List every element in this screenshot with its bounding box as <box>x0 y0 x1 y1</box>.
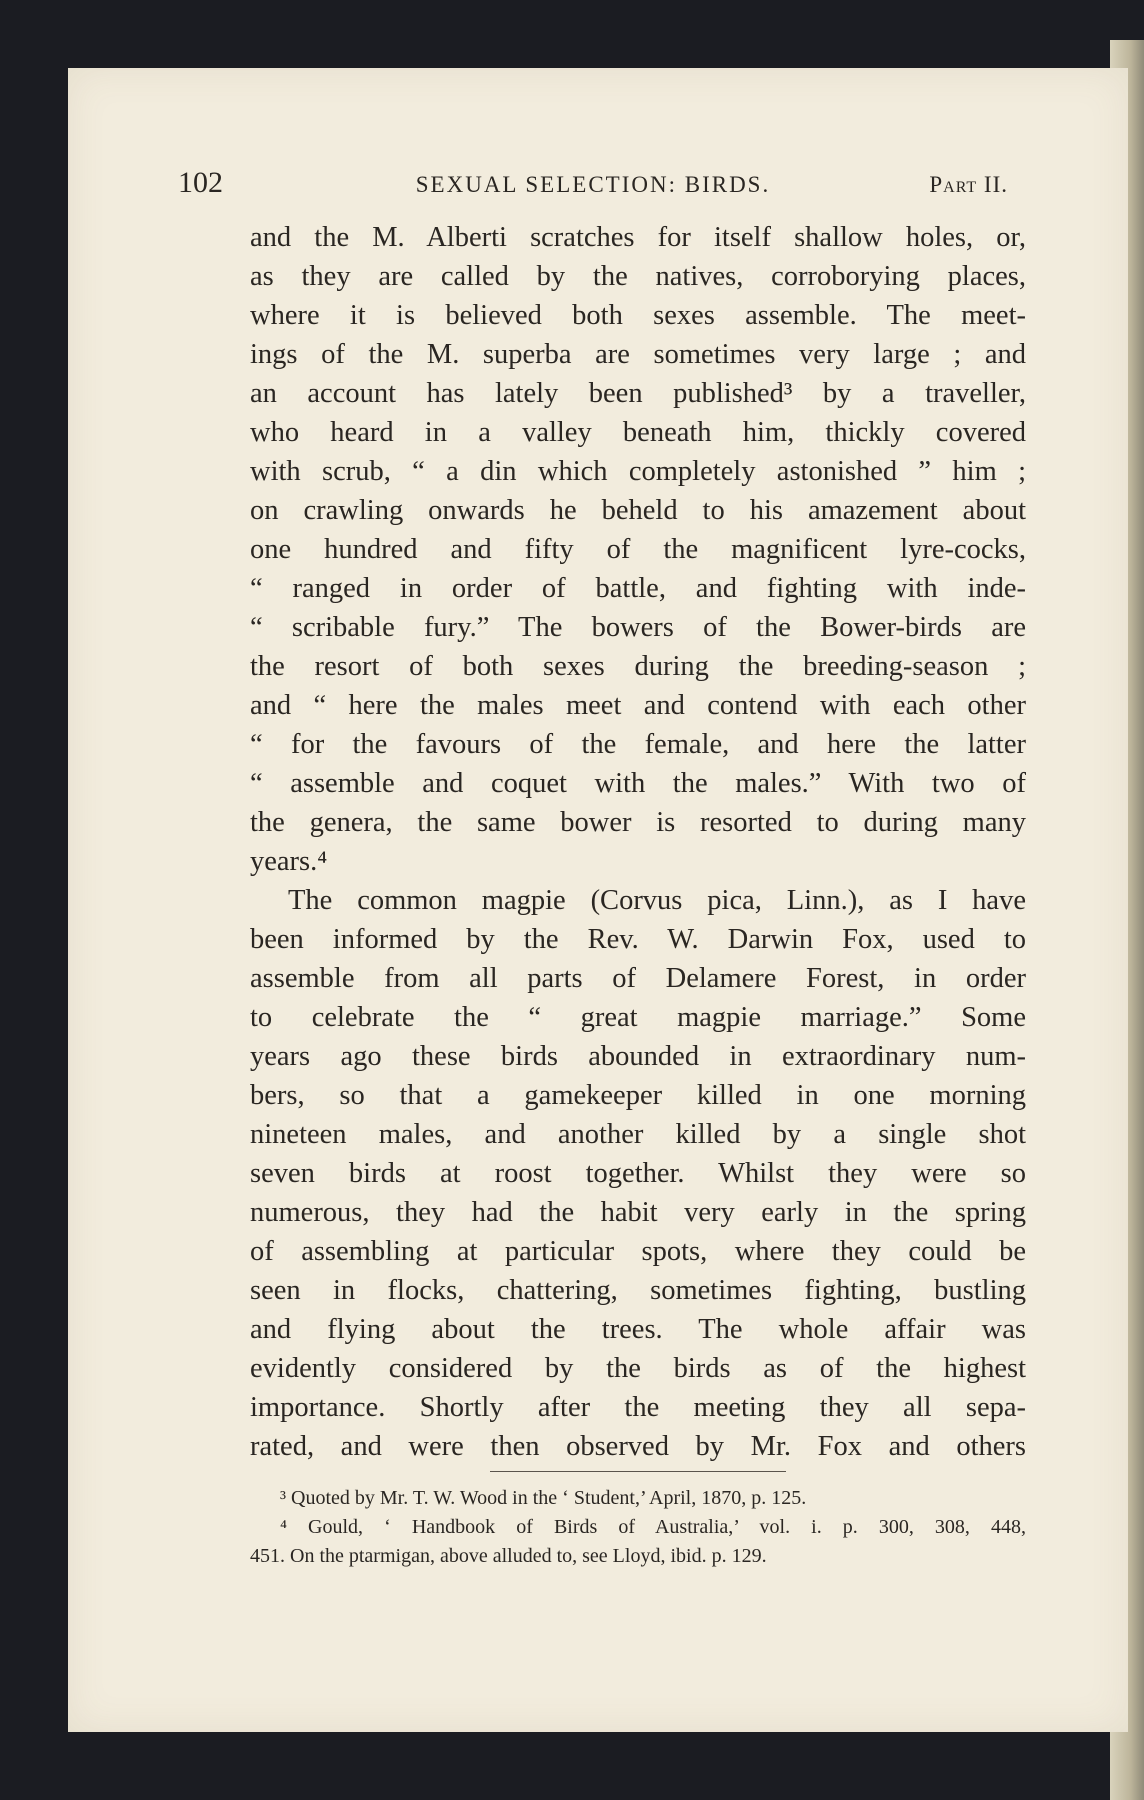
body-line: and the M. Alberti scratches for itself shallow holes, or, <box>250 222 1026 253</box>
body-line: to celebrate the “ great magpie marriage.” Some <box>250 1002 1026 1033</box>
body-line: “ scribable fury.” The bowers of the Bower-birds are <box>250 612 1026 643</box>
body-line: and flying about the trees. The whole affair was <box>250 1314 1026 1345</box>
body-line: where it is believed both sexes assemble. The meet- <box>250 300 1026 331</box>
body-line: bers, so that a gamekeeper killed in one morning <box>250 1080 1026 1111</box>
body-line: assemble from all parts of Delamere Forest, in order <box>250 963 1026 994</box>
body-line: nineteen males, and another killed by a single shot <box>250 1119 1026 1150</box>
body-line: who heard in a valley beneath him, thickly covered <box>250 417 1026 448</box>
body-line: years ago these birds abounded in extraordinary num- <box>250 1041 1026 1072</box>
footnote: ⁴ Gould, ‘ Handbook of Birds of Australia,’ vol. i. p. 300, 308, 448, <box>280 1516 1026 1538</box>
running-title: SEXUAL SELECTION: BIRDS. <box>415 172 771 197</box>
page-header <box>178 166 1008 206</box>
body-line: “ for the favours of the female, and here the latter <box>250 729 1026 760</box>
part-label: Part II. <box>929 172 1008 197</box>
footnote-divider <box>490 1471 786 1472</box>
body-line: an account has lately been published³ by a traveller, <box>250 378 1026 409</box>
body-line: and “ here the males meet and contend with each other <box>250 690 1026 721</box>
body-line: as they are called by the natives, corroborying places, <box>250 261 1026 292</box>
body-line: numerous, they had the habit very early in the spring <box>250 1197 1026 1228</box>
footnote-continuation: 451. On the ptarmigan, above alluded to, see Lloyd, ibid. p. 129. <box>250 1545 767 1567</box>
body-line: one hundred and fifty of the magnificent lyre-cocks, <box>250 534 1026 565</box>
body-line: the genera, the same bower is resorted to during many <box>250 807 1026 838</box>
body-line: evidently considered by the birds as of the highest <box>250 1353 1026 1384</box>
body-line: been informed by the Rev. W. Darwin Fox, used to <box>250 924 1026 955</box>
body-line: “ assemble and coquet with the males.” With two of <box>250 768 1026 799</box>
body-line: the resort of both sexes during the breeding-season ; <box>250 651 1026 682</box>
body-text <box>250 218 1026 1466</box>
body-line: importance. Shortly after the meeting they all sepa- <box>250 1392 1026 1423</box>
body-line: “ ranged in order of battle, and fighting with inde- <box>250 573 1026 604</box>
body-line: seen in flocks, chattering, sometimes fighting, bustling <box>250 1275 1026 1306</box>
page-number: 102 <box>178 166 223 199</box>
footnotes <box>250 1484 1026 1571</box>
body-line: of assembling at particular spots, where they could be <box>250 1236 1026 1267</box>
body-line: rated, and were then observed by Mr. Fox and others <box>250 1431 1026 1462</box>
body-line: with scrub, “ a din which completely astonished ” him ; <box>250 456 1026 487</box>
body-line: seven birds at roost together. Whilst they were so <box>250 1158 1026 1189</box>
body-line: on crawling onwards he beheld to his amazement about <box>250 495 1026 526</box>
footnote: ³ Quoted by Mr. T. W. Wood in the ‘ Student,’ April, 1870, p. 125. <box>280 1487 807 1509</box>
body-line: ings of the M. superba are sometimes very large ; and <box>250 339 1026 370</box>
body-line: The common magpie (Corvus pica, Linn.), as I have <box>288 885 1026 916</box>
body-line: years.⁴ <box>250 846 328 877</box>
